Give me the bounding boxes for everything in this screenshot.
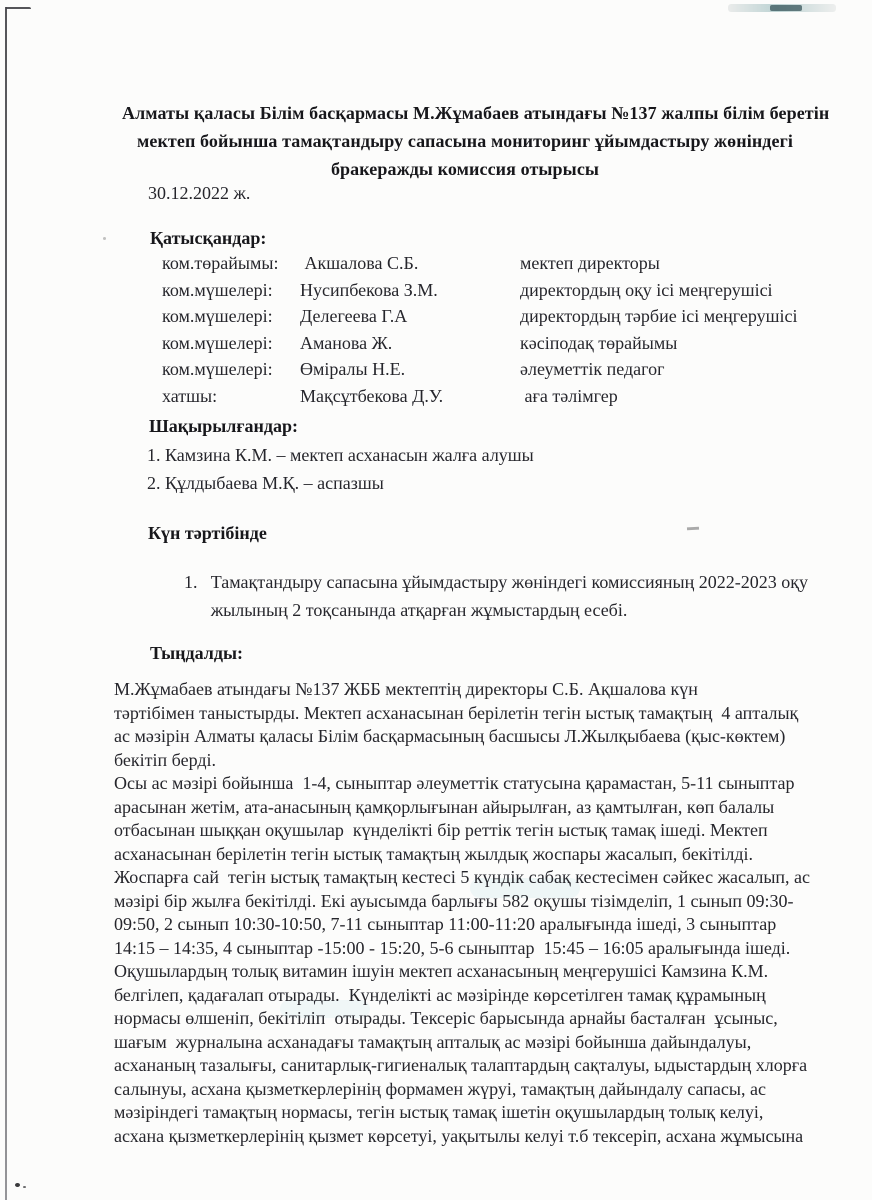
invited-heading: Шақырылғандар: xyxy=(149,416,299,436)
body-text-line: 09:50, 2 сынып 10:30-10:50, 7-11 сыныптар 11:00-11:20 аралығында ішеді, 3 сыныптар xyxy=(114,914,777,934)
body-text-line: асханасынан берілетін тегін ыстық тамақтың жылдық жоспары жасалып, бекітілді. xyxy=(114,843,753,864)
body-text xyxy=(114,678,820,1148)
body-text-line: арасынан жетім, ата-анасының қамқорлығынан айырылған, аз қамтылған, көп балалы xyxy=(114,796,775,817)
body-text-line: нормасы өлшеніп, бекітіліп отырады. Тексеріс барысында арнайы басталған ұсыныс, xyxy=(114,1008,778,1028)
body-text-line: Оқушылардың толық витамин ішуін мектеп асханасының меңгерушісі Камзина К.М. xyxy=(114,961,769,981)
agenda-item xyxy=(184,568,808,624)
participant-position: директордың оқу ісі меңгерушісі xyxy=(520,279,773,300)
participant-position: мектеп директоры xyxy=(520,253,660,273)
document-title-line: Алматы қаласы Білім басқармасы М.Жұмабаев атындағы №137 жалпы білім беретін xyxy=(122,103,830,123)
body-text-line: тәртібімен таныстырды. Мектеп асханасынан берілетін тегін ыстық тамақтың 4 апталық xyxy=(114,702,799,723)
participant-position: әлеуметтік педагог xyxy=(520,359,665,379)
scan-speck xyxy=(103,237,106,240)
body-text-line: салынуы, асхана қызметкерлерінің формамен жүруі, тамақтың дайындалу сапасы, ас xyxy=(114,1078,766,1099)
body-text-line: асхана қызметкерлерінің қызмет көрсетуі, уақытылы келуі т.б тексеріп, асхана жұмысына xyxy=(114,1125,804,1146)
participants-table xyxy=(162,253,810,412)
body-text-line: 14:15 – 14:35, 4 сыныптар -15:00 - 15:20, 5-6 сыныптар 15:45 – 16:05 аралығында ішеді. xyxy=(114,937,791,958)
body-text-line: Жоспарға сай тегін ыстық тамақтың кестесі 5 күндік сабақ кестесімен сәйкес жасалып, ас xyxy=(114,867,811,887)
scan-bottom-speck xyxy=(23,1186,26,1188)
participant-name: Акшалова С.Б. xyxy=(300,253,419,273)
participants-heading: Қатысқандар: xyxy=(150,228,267,248)
agenda-heading: Күн тәртібінде xyxy=(148,523,267,543)
participant-role: ком.мүшелері: xyxy=(162,332,273,353)
participant-name: Делегеева Г.А xyxy=(300,306,408,326)
participant-row xyxy=(162,359,810,386)
scan-top-left-corner-mark xyxy=(6,7,31,9)
participant-name: Аманова Ж. xyxy=(300,332,393,353)
agenda-item-line: жылының 2 тоқсанында атқарған жұмыстардың есебі. xyxy=(210,600,628,620)
participant-name: Өміралы Н.Е. xyxy=(300,359,406,379)
body-text-line: белгілеп, қадағалап отырады. Күнделікті ас мәзірінде көрсетілген тамақ құрамының xyxy=(114,984,766,1005)
participant-name: Мақсұтбекова Д.У. xyxy=(300,385,444,406)
participant-row xyxy=(162,386,810,413)
participant-row xyxy=(162,306,810,333)
document-date: 30.12.2022 ж. xyxy=(148,183,251,203)
body-text-line: бекітіп берді. xyxy=(114,749,216,770)
scan-stray-dash xyxy=(687,527,699,531)
scan-bottom-dot xyxy=(15,1183,20,1187)
participant-role: ком.мүшелері: xyxy=(162,359,273,379)
body-text-line: М.Жұмабаев атындағы №137 ЖББ мектептің директоры С.Б. Ақшалова күн xyxy=(114,679,698,699)
participant-position: директордың тәрбие ісі меңгерушісі xyxy=(520,306,798,326)
agenda-item-text xyxy=(211,568,808,624)
participant-role: ком.мүшелері: xyxy=(162,279,273,300)
invited-list xyxy=(147,442,747,497)
document-title-line: мектеп бойынша тамақтандыру сапасына мониторинг ұйымдастыру жөніндегі xyxy=(137,131,793,151)
agenda-item-line: Тамақтандыру сапасына ұйымдастыру жөніндегі комиссияның 2022-2023 оқу xyxy=(210,572,808,592)
body-text-line: мәзіріндегі тамақтың нормасы, тегін ыстық тамақ ішетін оқушылардың толық келуі, xyxy=(114,1102,764,1122)
participant-row xyxy=(162,280,810,307)
participant-row xyxy=(162,333,810,360)
scan-left-edge-line xyxy=(5,7,7,1200)
scan-top-right-smudge-core xyxy=(770,5,802,11)
participant-role: ком.мүшелері: xyxy=(162,306,273,326)
agenda-item-number: 1. xyxy=(184,572,198,592)
body-text-line: асхананың тазалығы, санитарлық-гигиеналық талаптардың сақталуы, ыдыстардың хлорға xyxy=(114,1055,808,1075)
body-text-line: мәзірі бір жылға бекітілді. Екі ауысымда барлығы 582 оқушы тізімделіп, 1 сынып 09:30- xyxy=(114,890,794,911)
body-text-line: отбасынан шыққан оқушылар күнделікті бір реттік тегін ыстық тамақ ішеді. Мектеп xyxy=(114,820,768,840)
body-text-line: ас мәзірін Алматы қаласы Білім басқармасының басшысы Л.Жылқыбаева (қыс-көктем) xyxy=(114,726,786,746)
participant-position: аға тәлімгер xyxy=(520,385,618,406)
participant-role: хатшы: xyxy=(162,385,218,406)
document-title-line: бракеражды комиссия отырысы xyxy=(330,159,600,179)
participant-name: Нусипбекова З.М. xyxy=(300,279,438,300)
participant-row xyxy=(162,253,810,280)
participant-role: ком.төрайымы: xyxy=(162,253,279,273)
body-text-line: Осы ас мәзірі бойынша 1-4, сыныптар әлеуметтік статусына қарамастан, 5-11 сыныптар xyxy=(114,773,795,793)
invited-item: 1. Камзина К.М. – мектеп асханасын жалға алушы xyxy=(147,445,534,465)
body-text-line: шағым журналына асханадағы тамақтың апталық ас мәзірі бойынша дайындалуы, xyxy=(114,1031,752,1052)
participant-position: кәсіподақ төрайымы xyxy=(520,332,678,353)
document-title xyxy=(122,99,830,183)
invited-item: 2. Құлдыбаева М.Қ. – аспазшы xyxy=(147,472,384,493)
heard-heading: Тыңдалды: xyxy=(150,643,244,663)
